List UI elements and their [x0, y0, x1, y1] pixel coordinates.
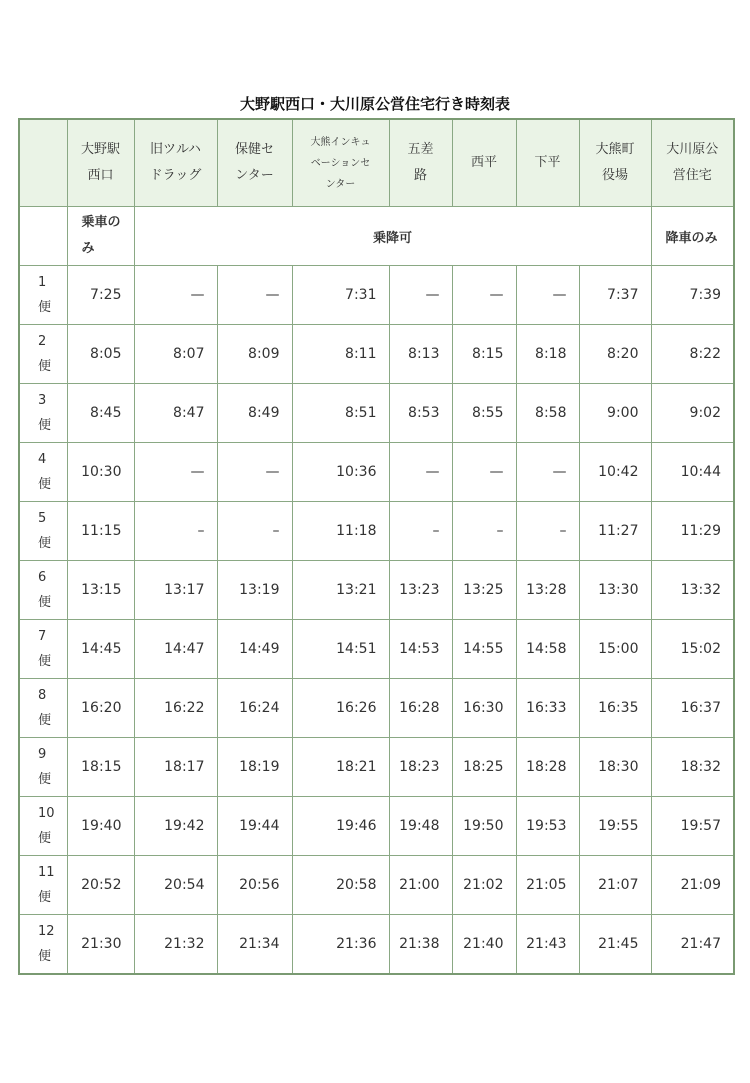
time-cell: 8:13: [389, 325, 452, 384]
time-cell: 16:26: [292, 679, 389, 738]
time-cell: 8:53: [389, 384, 452, 443]
trip-row: [19, 384, 734, 443]
time-cell: 14:45: [67, 620, 134, 679]
time-cell: 18:19: [217, 738, 292, 797]
time-cell: 19:50: [452, 797, 516, 856]
boarding-only-label: 乗車の み: [67, 207, 134, 266]
header-stop: 大野駅 西口: [67, 119, 134, 207]
time-cell: —: [217, 443, 292, 502]
time-cell: 8:55: [452, 384, 516, 443]
time-cell: —: [134, 266, 217, 325]
header-stop: 西平: [452, 119, 516, 207]
trip-row: [19, 325, 734, 384]
header-stop: 大熊インキュ ベーションセ ンター: [292, 119, 389, 207]
time-cell: 7:25: [67, 266, 134, 325]
time-cell: 11:18: [292, 502, 389, 561]
time-cell: 8:45: [67, 384, 134, 443]
time-cell: 8:49: [217, 384, 292, 443]
trip-row: [19, 561, 734, 620]
time-cell: —: [389, 266, 452, 325]
time-cell: 21:38: [389, 915, 452, 975]
time-cell: 14:47: [134, 620, 217, 679]
time-cell: 13:25: [452, 561, 516, 620]
time-cell: 16:24: [217, 679, 292, 738]
time-cell: 20:54: [134, 856, 217, 915]
trip-row: [19, 620, 734, 679]
time-cell: –: [452, 502, 516, 561]
time-cell: 8:09: [217, 325, 292, 384]
time-cell: 13:32: [651, 561, 734, 620]
time-cell: —: [452, 266, 516, 325]
time-cell: 14:49: [217, 620, 292, 679]
time-cell: 16:20: [67, 679, 134, 738]
time-cell: 8:58: [516, 384, 579, 443]
time-cell: 21:30: [67, 915, 134, 975]
time-cell: 7:31: [292, 266, 389, 325]
time-cell: 11:29: [651, 502, 734, 561]
time-cell: 19:40: [67, 797, 134, 856]
trip-label: 4 便: [19, 443, 67, 502]
header-stop: 大熊町 役場: [579, 119, 651, 207]
time-cell: 10:44: [651, 443, 734, 502]
trip-row: [19, 679, 734, 738]
time-cell: 19:53: [516, 797, 579, 856]
time-cell: 18:30: [579, 738, 651, 797]
time-cell: 8:20: [579, 325, 651, 384]
time-cell: 21:40: [452, 915, 516, 975]
time-cell: 18:17: [134, 738, 217, 797]
time-cell: —: [452, 443, 516, 502]
time-cell: 13:30: [579, 561, 651, 620]
time-cell: 18:15: [67, 738, 134, 797]
time-cell: 11:27: [579, 502, 651, 561]
time-cell: 16:37: [651, 679, 734, 738]
time-cell: 21:00: [389, 856, 452, 915]
time-cell: 13:23: [389, 561, 452, 620]
time-cell: 19:55: [579, 797, 651, 856]
header-stop: 五差 路: [389, 119, 452, 207]
time-cell: 21:43: [516, 915, 579, 975]
time-cell: 8:11: [292, 325, 389, 384]
time-cell: 8:15: [452, 325, 516, 384]
time-cell: 7:37: [579, 266, 651, 325]
timetable: [18, 118, 735, 975]
header-stop: 下平: [516, 119, 579, 207]
time-cell: 11:15: [67, 502, 134, 561]
time-cell: 19:44: [217, 797, 292, 856]
time-cell: 8:47: [134, 384, 217, 443]
trip-label: 10 便: [19, 797, 67, 856]
time-cell: 9:02: [651, 384, 734, 443]
time-cell: —: [217, 266, 292, 325]
trip-label: 8 便: [19, 679, 67, 738]
trip-row: [19, 738, 734, 797]
time-cell: 15:02: [651, 620, 734, 679]
time-cell: 16:30: [452, 679, 516, 738]
trip-label: 7 便: [19, 620, 67, 679]
trip-label: 2 便: [19, 325, 67, 384]
time-cell: 21:47: [651, 915, 734, 975]
time-cell: 15:00: [579, 620, 651, 679]
time-cell: –: [516, 502, 579, 561]
time-cell: 21:36: [292, 915, 389, 975]
time-cell: 21:45: [579, 915, 651, 975]
time-cell: 13:21: [292, 561, 389, 620]
time-cell: –: [134, 502, 217, 561]
time-cell: 21:05: [516, 856, 579, 915]
board-alight-label: 乗降可: [134, 207, 651, 266]
time-cell: –: [217, 502, 292, 561]
time-cell: 21:09: [651, 856, 734, 915]
time-cell: 14:58: [516, 620, 579, 679]
time-cell: 14:51: [292, 620, 389, 679]
time-cell: 8:22: [651, 325, 734, 384]
time-cell: 19:46: [292, 797, 389, 856]
time-cell: –: [389, 502, 452, 561]
trip-row: [19, 915, 734, 975]
time-cell: 16:33: [516, 679, 579, 738]
trip-label: 3 便: [19, 384, 67, 443]
time-cell: 7:39: [651, 266, 734, 325]
trip-row: [19, 856, 734, 915]
time-cell: 14:55: [452, 620, 516, 679]
header-corner: [19, 119, 67, 207]
time-cell: 19:57: [651, 797, 734, 856]
time-cell: 10:30: [67, 443, 134, 502]
trip-row: [19, 443, 734, 502]
stop-type-empty: [19, 207, 67, 266]
time-cell: 13:17: [134, 561, 217, 620]
time-cell: 18:32: [651, 738, 734, 797]
stop-type-row: [19, 207, 734, 266]
time-cell: —: [134, 443, 217, 502]
time-cell: 21:32: [134, 915, 217, 975]
time-cell: 16:35: [579, 679, 651, 738]
time-cell: 10:42: [579, 443, 651, 502]
time-cell: 8:18: [516, 325, 579, 384]
time-cell: 8:51: [292, 384, 389, 443]
time-cell: 18:21: [292, 738, 389, 797]
header-row: [19, 119, 734, 207]
time-cell: —: [516, 266, 579, 325]
time-cell: 21:07: [579, 856, 651, 915]
trip-row: [19, 502, 734, 561]
trip-label: 11 便: [19, 856, 67, 915]
trip-label: 5 便: [19, 502, 67, 561]
time-cell: 18:28: [516, 738, 579, 797]
time-cell: 20:58: [292, 856, 389, 915]
trip-label: 1 便: [19, 266, 67, 325]
trip-row: [19, 266, 734, 325]
time-cell: 13:28: [516, 561, 579, 620]
header-stop: 旧ツルハ ドラッグ: [134, 119, 217, 207]
time-cell: 21:02: [452, 856, 516, 915]
trip-label: 12 便: [19, 915, 67, 975]
time-cell: 14:53: [389, 620, 452, 679]
time-cell: 16:22: [134, 679, 217, 738]
time-cell: 19:42: [134, 797, 217, 856]
time-cell: 13:19: [217, 561, 292, 620]
time-cell: —: [516, 443, 579, 502]
time-cell: 10:36: [292, 443, 389, 502]
header-stop: 保健セ ンター: [217, 119, 292, 207]
trip-label: 6 便: [19, 561, 67, 620]
time-cell: 9:00: [579, 384, 651, 443]
time-cell: —: [389, 443, 452, 502]
time-cell: 8:07: [134, 325, 217, 384]
alighting-only-label: 降車のみ: [651, 207, 734, 266]
time-cell: 13:15: [67, 561, 134, 620]
time-cell: 21:34: [217, 915, 292, 975]
trip-row: [19, 797, 734, 856]
time-cell: 16:28: [389, 679, 452, 738]
time-cell: 20:52: [67, 856, 134, 915]
time-cell: 18:23: [389, 738, 452, 797]
time-cell: 20:56: [217, 856, 292, 915]
time-cell: 19:48: [389, 797, 452, 856]
page-title: 大野駅西口・大川原公営住宅行き時刻表: [239, 95, 510, 113]
time-cell: 8:05: [67, 325, 134, 384]
time-cell: 18:25: [452, 738, 516, 797]
trip-label: 9 便: [19, 738, 67, 797]
header-stop: 大川原公 営住宅: [651, 119, 734, 207]
